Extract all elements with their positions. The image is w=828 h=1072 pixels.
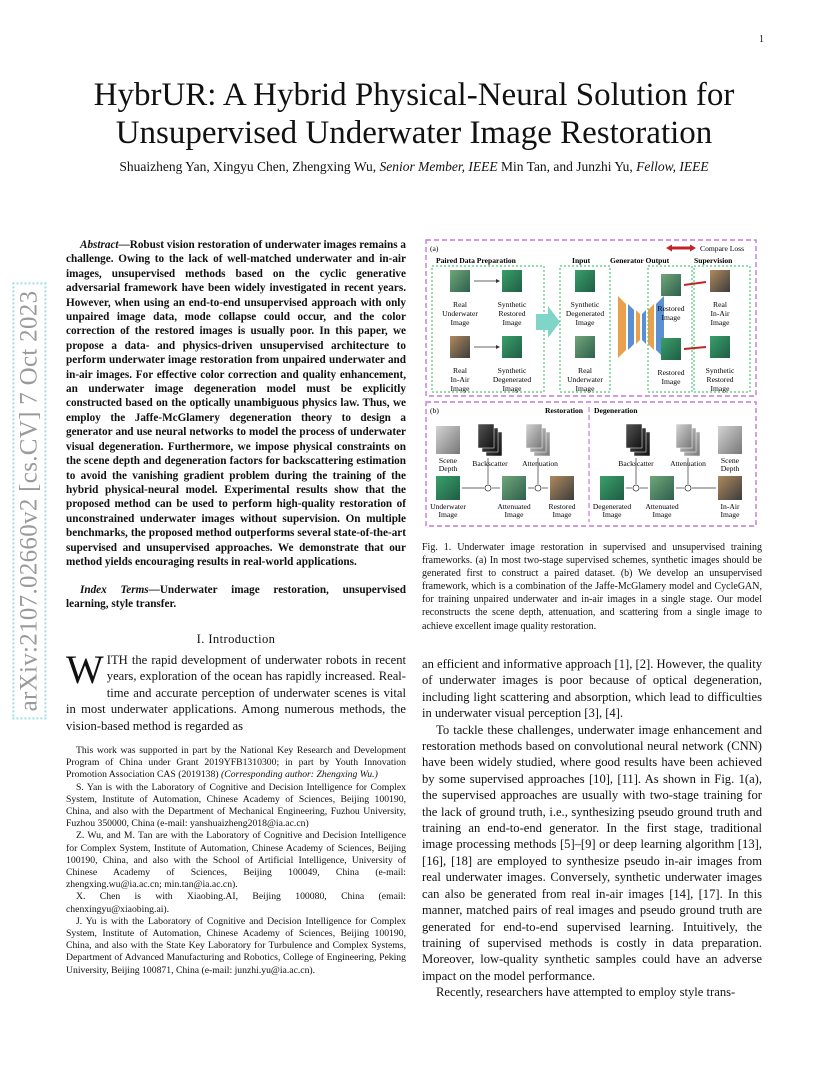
label-image: Image (710, 318, 730, 327)
label-attenuated: Attenuated (645, 502, 679, 511)
label-image: Image (552, 510, 572, 519)
label-in-air: In-Air (720, 502, 740, 511)
figure-1 (422, 236, 762, 536)
label-image: Image (602, 510, 622, 519)
page-number: 1 (759, 34, 764, 45)
footnote-affiliation: J. Yu is with the Laboratory of Cognitive and Decision Intelligence for Complex System, Institute of Automation, Chinese Academy of Sciences, Beijing 100190, China, and also with the State Key Laboratory for Turbulence and Complex Systems, Department of Advanced Manufacturing and Robotics, College of Engineering, Peking University, Beijing 100871, China (e-mail: junzhi.yu@ia.ac.cn). (66, 915, 406, 976)
attenuated-image-thumb (502, 476, 526, 500)
output-restored-thumb-1 (661, 274, 681, 296)
label-depth: Depth (438, 464, 458, 473)
label-in-air: In-Air (450, 375, 470, 384)
label-degenerated: Degenerated (565, 309, 605, 318)
figure-caption: Fig. 1. Underwater image restoration in supervised and unsupervised training frameworks. (a) In most two-stage supervised schemes, synthetic images should be generated first to construct a paired dataset. (b) We develop an unsupervised framework, which is a combination of the Jaffe-McGlamery model and CycleGAN, for training unpaired underwater and in-air images in a single stage. Our model reconstructs the scene depth, attenuation, and scattering from a single image to achieve excellent image quality restoration. (422, 542, 762, 632)
label-image: Image (575, 384, 595, 393)
label-degenerated: Degenerated (592, 502, 632, 511)
label-attenuation: Attenuation (522, 459, 558, 468)
backscatter-stack-left (478, 424, 502, 456)
label-image: Image (661, 377, 681, 386)
index-terms-label: Index Terms (80, 584, 149, 596)
scene-depth-thumb-left (436, 426, 460, 454)
label-image: Image (575, 318, 595, 327)
restored-image-thumb (550, 476, 574, 500)
divide-op-icon (535, 485, 541, 491)
input-header: Input (572, 256, 591, 265)
panel-b-label: (b) (430, 406, 439, 415)
scene-depth-thumb-right (718, 426, 742, 454)
body-paragraph: To tackle these challenges, underwater image enhancement and restoration methods based on convolutional neural network (CNN) have been widely studied, where good results have been achieved by some supervised approaches [10], [11]. As shown in Fig. 1(a), the supervised approaches are usually with two-stage training for the lack of ground truth, i.e., synthesizing pseudo ground truth and training an end-to-end generator. In the first stage, traditional image processing methods [5]–[9] or deep learning algorithm [13], [16], [18] are employed to synthesize pseudo in-air images from real underwater images. Conversely, synthetic underwater images can also be generated from real in-air images [14], [17]. In this manner, matched pairs of real images and pseudo ground truth are generated for end-to-end supervised learning. Intuitively, the training of supervised methods is costly in data preparation. Moreover, low-quality synthetic samples could have an adverse impact on the model performance. (422, 722, 762, 983)
footnote-affiliation: Z. Wu, and M. Tan are with the Laboratory of Cognitive and Decision Intelligence for Complex System, Institute of Automation, Chinese Academy of Sciences, Beijing 100190, China, and also with the School of Artificial Intelligence, University of Chinese Academy of Sciences, Beijing 100049, China (e-mail: zhengxing.wu@ia.ac.cn; min.tan@ia.ac.cn). (66, 830, 406, 891)
loss-arrow-2 (684, 347, 706, 349)
body-paragraph: Recently, researchers have attempted to employ style trans- (436, 985, 736, 1000)
authors (60, 158, 768, 176)
body-paragraph: an efficient and informative approach [1], [2]. However, the quality of underwater images is poor because of optical degeneration, including light scattering and absorption, which lead to difficulties in underwater visual perception [3], [4]. (422, 657, 762, 721)
synthetic-restored-thumb (502, 270, 522, 292)
supervision-inair-thumb (710, 270, 730, 292)
label-image: Image (450, 318, 470, 327)
author-grade-wu: Senior Member, IEEE (379, 159, 498, 174)
inair-image-thumb (718, 476, 742, 500)
label-image: Image (502, 384, 522, 393)
footnote-corresponding: (Corresponding author: Zhengxing Wu.) (218, 769, 378, 781)
label-real: Real (453, 300, 467, 309)
output-restored-thumb-2 (661, 338, 681, 360)
synthetic-degenerated-thumb (502, 336, 522, 358)
paired-data-box (432, 266, 544, 392)
label-restored: Restored (498, 309, 526, 318)
real-underwater-thumb (450, 270, 470, 292)
intro-text: ITH the rapid development of underwater robots in recent years, exploration of the ocean has rapidly increased. Real-time and accurate perception of underwater scenes is vital in most underwater applications. Among numerous methods, the vision-based method is regarded as (66, 653, 406, 733)
label-backscatter: Backscatter (472, 459, 508, 468)
attenuated-image-thumb-right (650, 476, 674, 500)
flow-arrow (536, 306, 560, 338)
underwater-image-thumb (436, 476, 460, 500)
degeneration-header: Degeneration (594, 406, 638, 415)
section-heading: I. Introduction (196, 632, 276, 646)
label-synthetic: Synthetic (705, 366, 735, 375)
index-terms-text: —Underwater image restoration, unsupervised learning, style transfer. (66, 584, 406, 611)
label-real: Real (713, 300, 727, 309)
label-degenerated: Degenerated (492, 375, 532, 384)
paired-data-header: Paired Data Preparation (436, 256, 516, 265)
attenuation-stack-right (676, 424, 700, 456)
label-restored: Restored (657, 304, 685, 313)
backscatter-stack-right (626, 424, 650, 456)
footnote-funding: This work was supported in part by the National Key Research and Development Program of China under Grant 2019YFB1310300; in part by Youth Innovation Promotion Association CAS (2019138) (Corresponding author: Zhengxing Wu.) (66, 745, 406, 781)
index-terms (66, 583, 406, 612)
label-underwater: Underwater (430, 502, 466, 511)
input-synthetic-thumb (575, 270, 595, 292)
label-image: Image (502, 318, 522, 327)
label-image: Image (504, 510, 524, 519)
multiply-op-icon (685, 485, 691, 491)
label-restored: Restored (548, 502, 576, 511)
abstract-text: —Robust vision restoration of underwater images remains a challenge. Owing to the lack of well-matched underwater and in-air images, unsupervised methods based on the cyclic generative adversarial framework have been widely investigated in recent years. However, when using an end-to-end unsupervised approach with only unpaired image data, mode collapse could occur, and the color correction of the restored images is usually poor. In this paper, we propose a data- and physics-driven unsupervised architecture to perform underwater image restoration from unpaired underwater and in-air images. For effective color correction and quality enhancement, an underwater image degeneration model must be explicitly constructed based on the optically unambiguous physics law. Thus, we employ the Jaffe-McGlamery degeneration theory to design a generator and use neural networks to model the process of underwater visual degeneration. Furthermore, we impose physical constraints on the scene depth and degeneration factors for backscattering estimation to avoid the vanishing gradient problem during the training of the hybrid physical-neural model. Experimental results show that the proposed method can be used to perform high-quality restoration of unconstrained underwater images without supervision. On multiple benchmarks, the proposed method outperforms several state-of-the-art supervised and unsupervised approaches. We demonstrate that our method yields encouraging results in real-world applications. (66, 239, 406, 568)
supervision-header: Supervision (694, 256, 733, 265)
label-real: Real (578, 366, 592, 375)
label-real: Real (453, 366, 467, 375)
arxiv-stamp-text: arXiv:2107.02660v2 [cs.CV] 7 Oct 2023 (12, 283, 46, 720)
generator-output-header: Generator Output (610, 256, 670, 265)
title-line-2: Unsupervised Underwater Image Restoration (115, 115, 713, 151)
degenerated-image-thumb (600, 476, 624, 500)
label-restored: Restored (657, 368, 685, 377)
label-depth: Depth (720, 464, 740, 473)
loss-arrow-1 (684, 282, 706, 285)
label-synthetic: Synthetic (497, 300, 527, 309)
title-line-1: HybrUR: A Hybrid Physical-Neural Solution for (93, 77, 735, 113)
author-names: Shuaizheng Yan, Xingyu Chen, Zhengxing Wu, (119, 159, 380, 174)
drop-cap: W (66, 647, 104, 692)
compare-loss-arrowhead-right (690, 245, 696, 252)
panel-a-label: (a) (430, 244, 439, 253)
supervision-synthetic-thumb (710, 336, 730, 358)
real-inair-thumb (450, 336, 470, 358)
label-attenuated: Attenuated (497, 502, 531, 511)
label-image: Image (652, 510, 672, 519)
label-underwater: Underwater (442, 309, 478, 318)
label-image: Image (661, 313, 681, 322)
compare-loss-label: Compare Loss (700, 244, 745, 253)
author-names-2: Min Tan, and Junzhi Yu, (497, 159, 637, 174)
footnote-affiliation: X. Chen is with Xiaobing.AI, Beijing 100080, China (email: chenxingyu@xiaobing.ai). (66, 891, 406, 915)
label-backscatter: Backscatter (618, 459, 654, 468)
label-underwater: Underwater (567, 375, 603, 384)
prep-arrowhead-2 (496, 345, 500, 349)
label-scene: Scene (720, 456, 740, 465)
label-scene: Scene (438, 456, 458, 465)
input-real-thumb (575, 336, 595, 358)
label-restored: Restored (706, 375, 734, 384)
label-image: Image (450, 384, 470, 393)
minus-op-icon (485, 485, 491, 491)
abstract-label: Abstract (80, 239, 119, 251)
intro-paragraph (66, 647, 406, 734)
restoration-header: Restoration (545, 406, 583, 415)
arxiv-stamp (8, 262, 50, 740)
paper-title (60, 76, 768, 152)
plus-op-icon (633, 485, 639, 491)
label-image: Image (710, 384, 730, 393)
prep-arrowhead-1 (496, 279, 500, 283)
right-column-body (422, 656, 762, 1001)
abstract (66, 238, 406, 569)
label-synthetic: Synthetic (497, 366, 527, 375)
label-image: Image (720, 510, 740, 519)
attenuation-stack-left (526, 424, 550, 456)
label-synthetic: Synthetic (570, 300, 600, 309)
footnotes (66, 745, 406, 977)
label-image: Image (438, 510, 458, 519)
author-grade-yu: Fellow, IEEE (636, 159, 709, 174)
compare-loss-arrowhead-left (666, 245, 672, 252)
label-attenuation: Attenuation (670, 459, 706, 468)
label-in-air: In-Air (710, 309, 730, 318)
footnote-affiliation: S. Yan is with the Laboratory of Cognitive and Decision Intelligence for Complex System, Institute of Automation, Chinese Academy of Sciences, Beijing 100190, China, and also with the Department of Mechanical Engineering, Fuzhou University, Fuzhou 350000, China (e-mail: yanshuaizheng2018@ia.ac.cn) (66, 781, 406, 830)
